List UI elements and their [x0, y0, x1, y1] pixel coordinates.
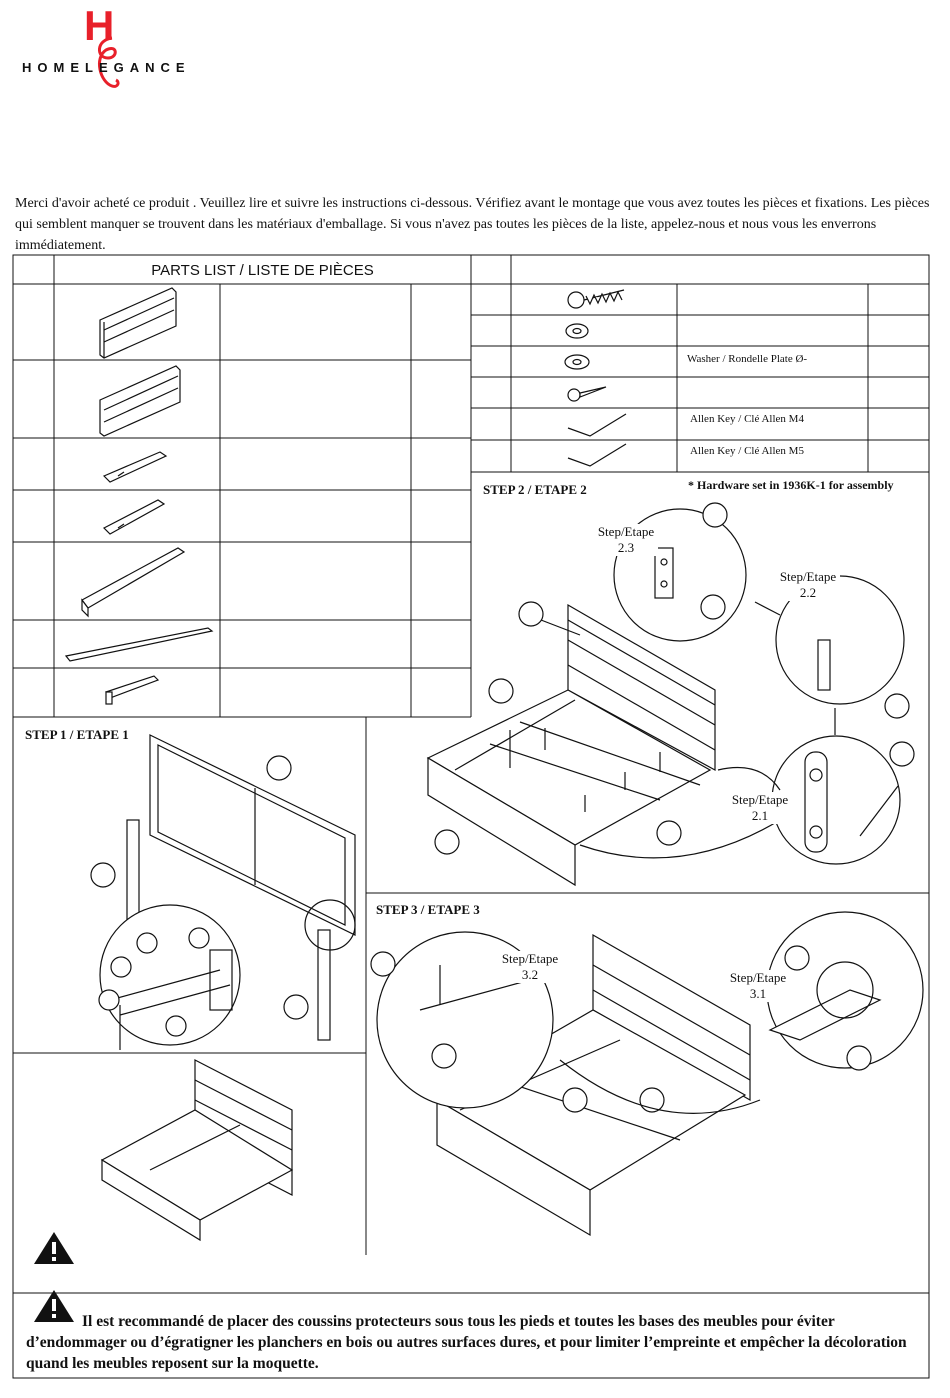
- step1-result: [102, 1060, 292, 1240]
- hardware-label-allen-m4: Allen Key / Clé Allen M4: [690, 413, 804, 425]
- care-warning: Il est recommandé de placer des coussins protecteurs sous tous les pieds et toutes les bases des meubles pour éviter d’endommager ou d’égratigner les planchers en bois ou autres surfaces dures, et pour limiter l’empreinte et empêcher la décoloration quand les meubles reposent sur la moquette.: [26, 1313, 907, 1372]
- parts-illustrations: [66, 288, 212, 704]
- step1-drawing: [91, 735, 355, 1050]
- logo-letter: H: [84, 2, 113, 49]
- hardware-label-washer: Washer / Rondelle Plate Ø-: [687, 353, 808, 365]
- substep-2-3: Step/Etape 2.3: [594, 524, 658, 556]
- intro-paragraph: Merci d'avoir acheté ce produit . Veuillez lire et suivre les instructions ci-dessous. Vérifiez avant le montage que vous avez toutes les pièces et fixations. Les pièces qui semblent manquer se trouvent dans les matériaux d'emballage. Si vous n'avez pas toutes les pièces de la liste, appelez-nous et nous vous les enverrons immédiatement.: [15, 196, 930, 253]
- substep-3-1: Step/Etape 3.1: [726, 970, 790, 1002]
- substep-3-2: Step/Etape 3.2: [498, 951, 562, 983]
- warning-triangle-icon: [34, 1232, 74, 1322]
- step3-drawing: [371, 912, 923, 1235]
- step1-title: STEP 1 / ETAPE 1: [25, 727, 129, 742]
- hardware-label-allen-m5: Allen Key / Clé Allen M5: [690, 445, 804, 457]
- parts-list-title: PARTS LIST / LISTE DE PIÈCES: [151, 262, 374, 279]
- logo-wordmark: HOMELEGANCE: [22, 60, 191, 75]
- hardware-note: * Hardware set in 1936K-1 for assembly: [688, 478, 894, 492]
- step2-title: STEP 2 / ETAPE 2: [483, 482, 587, 497]
- substep-2-1: Step/Etape 2.1: [728, 792, 792, 824]
- substep-2-2: Step/Etape 2.2: [776, 569, 840, 601]
- step3-title: STEP 3 / ETAPE 3: [376, 902, 480, 917]
- step2-drawing: [428, 503, 914, 885]
